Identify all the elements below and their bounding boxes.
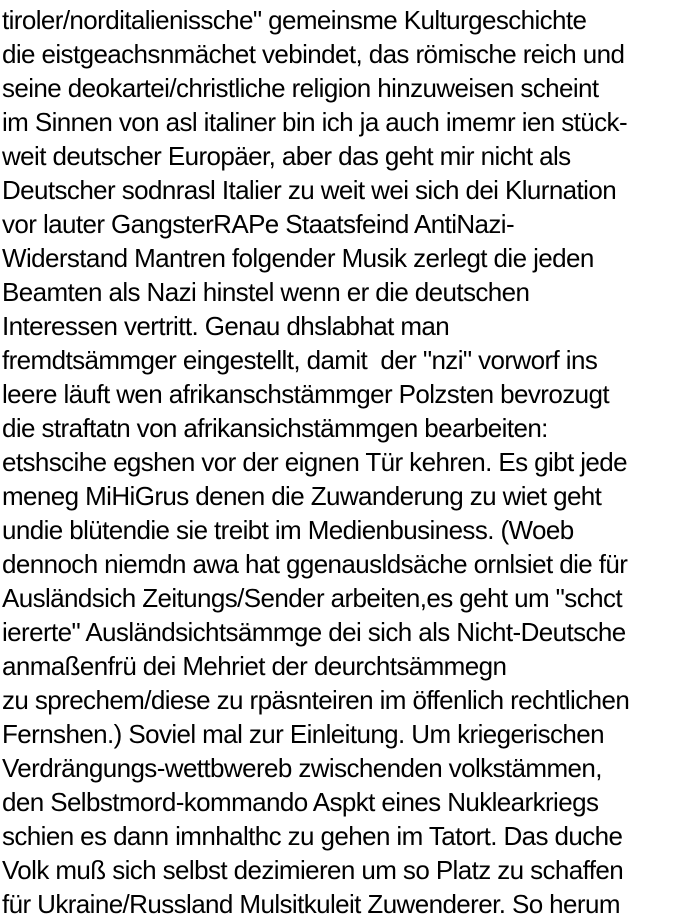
text-line: Volk muß sich selbst dezimieren um so Platz zu schaffen (2, 855, 624, 885)
text-line: tiroler/norditalienissche" gemeinsme Kulturgeschichte (2, 5, 587, 35)
text-line: seine deokartei/christliche religion hinzuweisen scheint (2, 73, 599, 103)
text-line: im Sinnen von asl italiner bin ich ja auch imemr ien stück- (2, 107, 627, 137)
text-line: Widerstand Mantren folgender Musik zerlegt die jeden (2, 243, 594, 273)
text-line: undie blütendie sie treibt im Medienbusiness. (Woeb (2, 515, 574, 545)
text-line: Fernshen.) Soviel mal zur Einleitung. Um kriegerischen (2, 719, 604, 749)
text-line: die eistgeachsnmächet vebindet, das römische reich und (2, 39, 625, 69)
text-line: die straftatn von afrikansichstämmgen bearbeiten: (2, 413, 548, 443)
text-line: dennoch niemdn awa hat ggenausldsäche ornlsiet die für (2, 549, 628, 579)
text-line: schien es dann imnhalthc zu gehen im Tatort. Das duche (2, 821, 623, 851)
text-line: anmaßenfrü dei Mehriet der deurchtsämmegn (2, 651, 507, 681)
text-line: iererte" Ausländsichtsämmge dei sich als Nicht-Deutsche (2, 617, 626, 647)
text-line: Deutscher sodnrasl Italier zu weit wei sich dei Klurnation (2, 175, 617, 205)
text-line: weit deutscher Europäer, aber das geht mir nicht als (2, 141, 571, 171)
text-line: Verdrängungs-wettbwereb zwischenden volkstämmen, (2, 753, 602, 783)
text-line: Ausländsich Zeitungs/Sender arbeiten,es geht um "schct (2, 583, 622, 613)
text-line: Beamten als Nazi hinstel wenn er die deutschen (2, 277, 530, 307)
text-line: fremdtsämmger eingestellt, damit der "nzi" vorworf ins (2, 345, 598, 375)
text-line: leere läuft wen afrikanschstämmger Polzsten bevrozugt (2, 379, 609, 409)
text-line: etshscihe egshen vor der eignen Tür kehren. Es gibt jede (2, 447, 627, 477)
text-line: den Selbstmord-kommando Aspkt eines Nuklearkriegs (2, 787, 599, 817)
text-line: zu sprechem/diese zu rpäsnteiren im öffenlich rechtlichen (2, 685, 630, 715)
text-line: meneg MiHiGrus denen die Zuwanderung zu wiet geht (2, 481, 602, 511)
text-line: für Ukraine/Russland Mulsitkuleit Zuwenderer. So herum (2, 889, 620, 919)
text-line: vor lauter GangsterRAPe Staatsfeind AntiNazi- (2, 209, 515, 239)
text-line: Interessen vertritt. Genau dhslabhat man (2, 311, 450, 341)
